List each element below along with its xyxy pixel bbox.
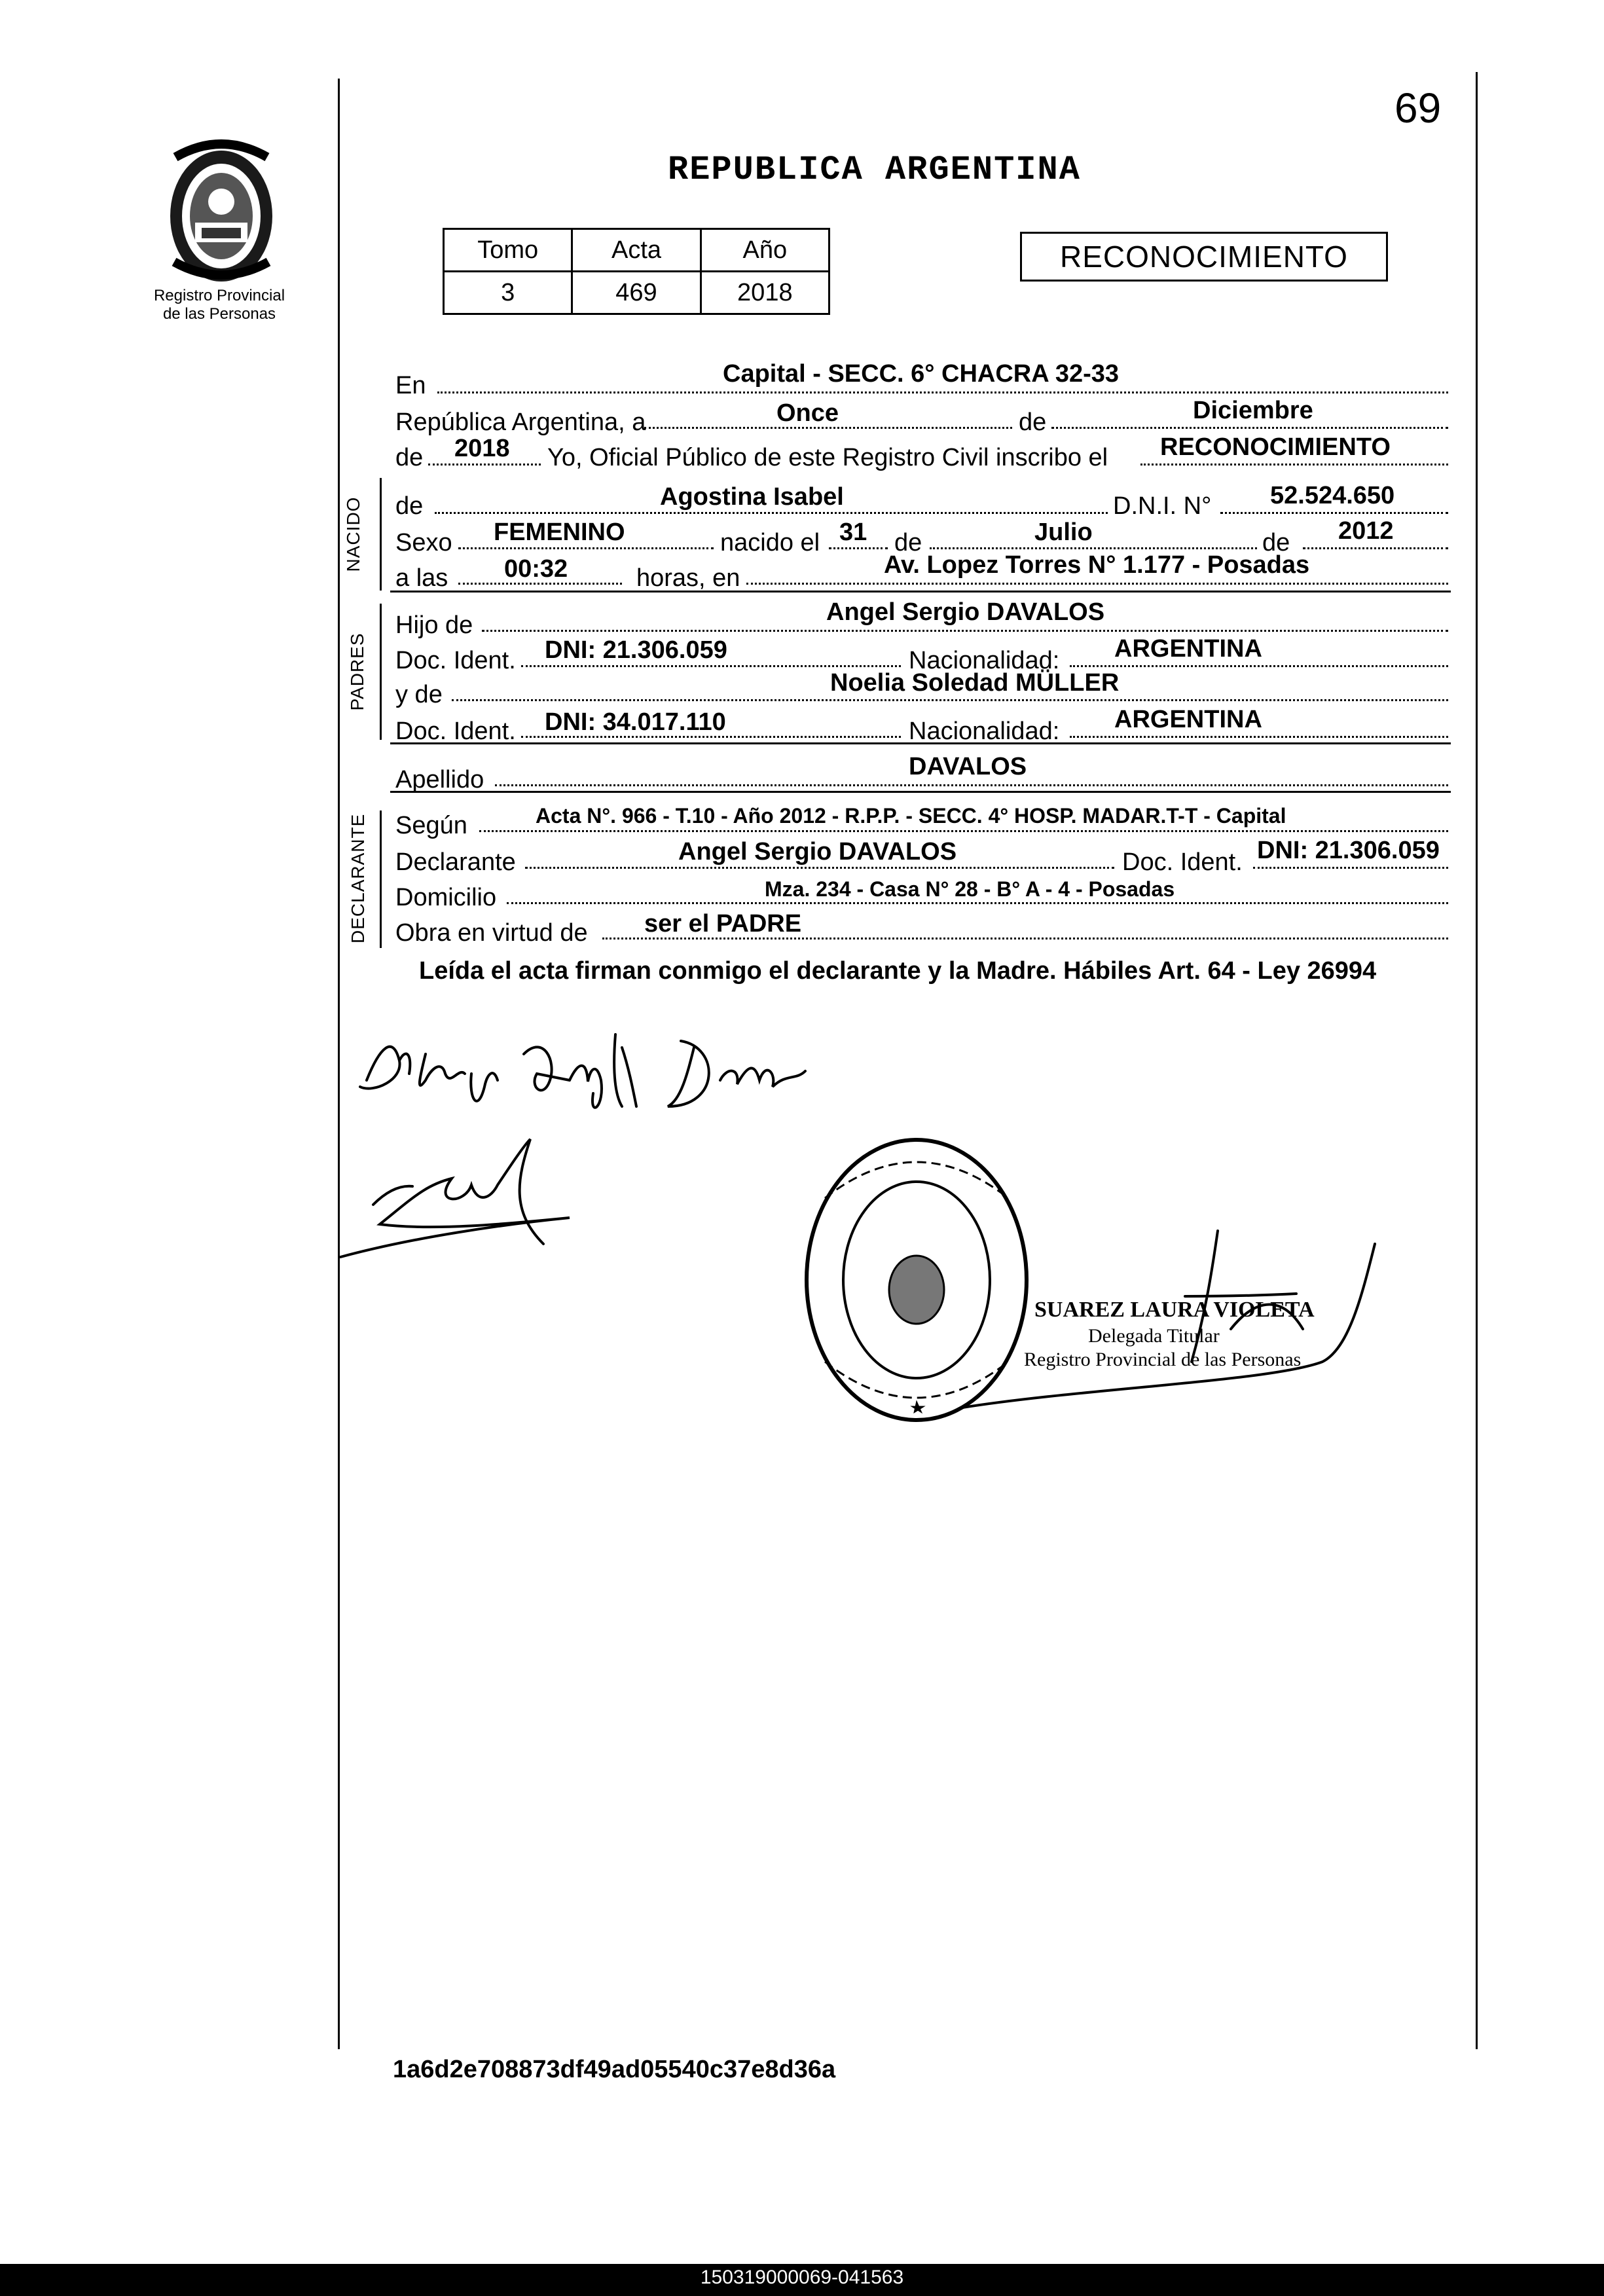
right-margin-line (1476, 72, 1478, 2049)
mother-name-rule (452, 699, 1448, 701)
year-value: 2018 (454, 435, 510, 462)
apellido-rule (495, 784, 1448, 786)
footer-code: 150319000069-041563 (700, 2267, 904, 2288)
inscribo-text: Yo, Oficial Público de este Registro Civil inscribo el (547, 444, 1108, 471)
segun-rule (479, 830, 1448, 832)
birth-time-value: 00:32 (504, 555, 568, 583)
birth-year-value: 2012 (1338, 517, 1394, 545)
mother-nationality-rule (1070, 736, 1448, 738)
act-inscribed-rule (1140, 464, 1448, 465)
registry-value-ano: 2018 (701, 272, 829, 314)
sexo-rule (458, 547, 714, 549)
padres-section-divider (390, 742, 1451, 744)
logo-caption (131, 287, 308, 323)
father-nationality-label: Nacionalidad: (909, 647, 1060, 674)
sexo-value: FEMENINO (494, 519, 625, 546)
logo-caption-line2: de las Personas (162, 305, 276, 323)
apellido-value: DAVALOS (909, 753, 1027, 780)
declarante-name-value: Angel Sergio DAVALOS (678, 838, 957, 866)
document-title: REPUBLICA ARGENTINA (668, 151, 1081, 189)
apellido-divider (390, 791, 1451, 793)
place-rule (437, 392, 1448, 393)
nacido-de-label-2: de (894, 529, 922, 556)
declarante-doc-label: Doc. Ident. (1122, 848, 1243, 876)
father-name-value: Angel Sergio DAVALOS (826, 598, 1105, 626)
registry-logo (156, 131, 287, 288)
republica-label: República Argentina, a (395, 409, 646, 436)
left-margin-line (338, 79, 340, 2049)
registry-header-ano: Año (701, 229, 829, 272)
horas-en-label: horas, en (636, 564, 740, 592)
father-nationality-value: ARGENTINA (1114, 635, 1262, 663)
en-label: En (395, 372, 426, 399)
officer-title: Delegada Titular (1088, 1325, 1220, 1347)
officer-name: SUAREZ LAURA VIOLETA (1034, 1298, 1315, 1322)
registry-table-value-row (444, 272, 829, 314)
apellido-label: Apellido (395, 766, 484, 793)
birth-day-value: 31 (839, 519, 867, 546)
father-nationality-rule (1070, 665, 1448, 667)
registry-value-tomo: 3 (444, 272, 572, 314)
year-rule (428, 464, 541, 465)
mother-doc-label: Doc. Ident. (395, 718, 516, 745)
mother-nationality-label: Nacionalidad: (909, 718, 1060, 745)
domicilio-rule (507, 902, 1448, 904)
child-name-value: Agostina Isabel (660, 483, 844, 511)
child-name-rule (435, 512, 1108, 514)
registry-header-acta: Acta (572, 229, 701, 272)
registry-table (443, 228, 830, 315)
closing-statement: Leída el acta firman conmigo el declarante y la Madre. Hábiles Art. 64 - Ley 26994 (419, 957, 1377, 985)
document-hash: 1a6d2e708873df49ad05540c37e8d36a (393, 2056, 836, 2083)
obra-value: ser el PADRE (644, 910, 802, 938)
dni-label: D.N.I. N° (1113, 492, 1212, 520)
day-words-value: Once (776, 399, 839, 427)
declarante-label: Declarante (395, 848, 516, 876)
declarante-bracket (380, 811, 382, 948)
hijo-de-label: Hijo de (395, 611, 473, 639)
padres-bracket (380, 604, 382, 740)
birth-year-rule (1303, 547, 1448, 549)
place-value: Capital - SECC. 6° CHACRA 32-33 (723, 360, 1120, 388)
birth-place-rule (746, 583, 1448, 585)
registry-table-header-row (444, 229, 829, 272)
mother-doc-value: DNI: 34.017.110 (545, 708, 726, 736)
logo-caption-line1: Registro Provincial (153, 287, 285, 304)
nacido-section-label: NACIDO (343, 496, 363, 572)
mother-nationality-value: ARGENTINA (1114, 706, 1262, 733)
nacido-el-label: nacido el (720, 529, 820, 556)
nacido-bracket (380, 478, 382, 591)
de-label-1: de (1019, 409, 1047, 436)
father-doc-value: DNI: 21.306.059 (545, 636, 727, 664)
act-inscribed-value: RECONOCIMIENTO (1160, 433, 1391, 461)
birth-month-rule (930, 547, 1257, 549)
domicilio-value: Mza. 234 - Casa N° 28 - B° A - 4 - Posadas (765, 877, 1175, 901)
obra-label: Obra en virtud de (395, 919, 588, 947)
month-value: Diciembre (1193, 397, 1313, 424)
month-rule (1051, 427, 1448, 429)
officer-office: Registro Provincial de las Personas (1024, 1349, 1302, 1370)
segun-value: Acta N°. 966 - T.10 - Año 2012 - R.P.P. - SECC. 4° HOSP. MADAR.T-T - Capital (536, 804, 1286, 828)
declarante-doc-rule (1253, 867, 1448, 869)
declarant-signature (354, 1008, 917, 1126)
father-name-rule (482, 630, 1448, 632)
domicilio-label: Domicilio (395, 884, 497, 911)
child-dni-rule (1220, 512, 1448, 514)
registry-header-tomo: Tomo (444, 229, 572, 272)
nacido-de-label-3: de (1262, 529, 1290, 556)
birth-place-value: Av. Lopez Torres N° 1.177 - Posadas (884, 551, 1310, 579)
nacido-section-divider (390, 591, 1451, 592)
act-type-box: RECONOCIMIENTO (1020, 232, 1388, 282)
declarante-doc-value: DNI: 21.306.059 (1257, 837, 1440, 864)
a-las-label: a las (395, 564, 448, 592)
declarante-section-label: DECLARANTE (348, 813, 368, 943)
child-dni-value: 52.524.650 (1270, 482, 1395, 509)
segun-label: Según (395, 812, 467, 839)
sexo-label: Sexo (395, 529, 452, 556)
padres-section-label: PADRES (347, 632, 367, 711)
nacido-de-label: de (395, 492, 424, 520)
page-number: 69 (1394, 84, 1442, 132)
declarante-name-rule (525, 867, 1114, 869)
officer-signature (956, 1218, 1401, 1414)
father-doc-rule (521, 665, 901, 667)
birth-month-value: Julio (1034, 519, 1093, 546)
father-doc-label: Doc. Ident. (395, 647, 516, 674)
officer-initials-signature (334, 1126, 609, 1283)
birth-day-rule (829, 547, 888, 549)
registry-value-acta: 469 (572, 272, 701, 314)
mother-name-value: Noelia Soledad MÜLLER (830, 669, 1120, 697)
y-de-label: y de (395, 681, 443, 708)
de-label-2: de (395, 444, 424, 471)
